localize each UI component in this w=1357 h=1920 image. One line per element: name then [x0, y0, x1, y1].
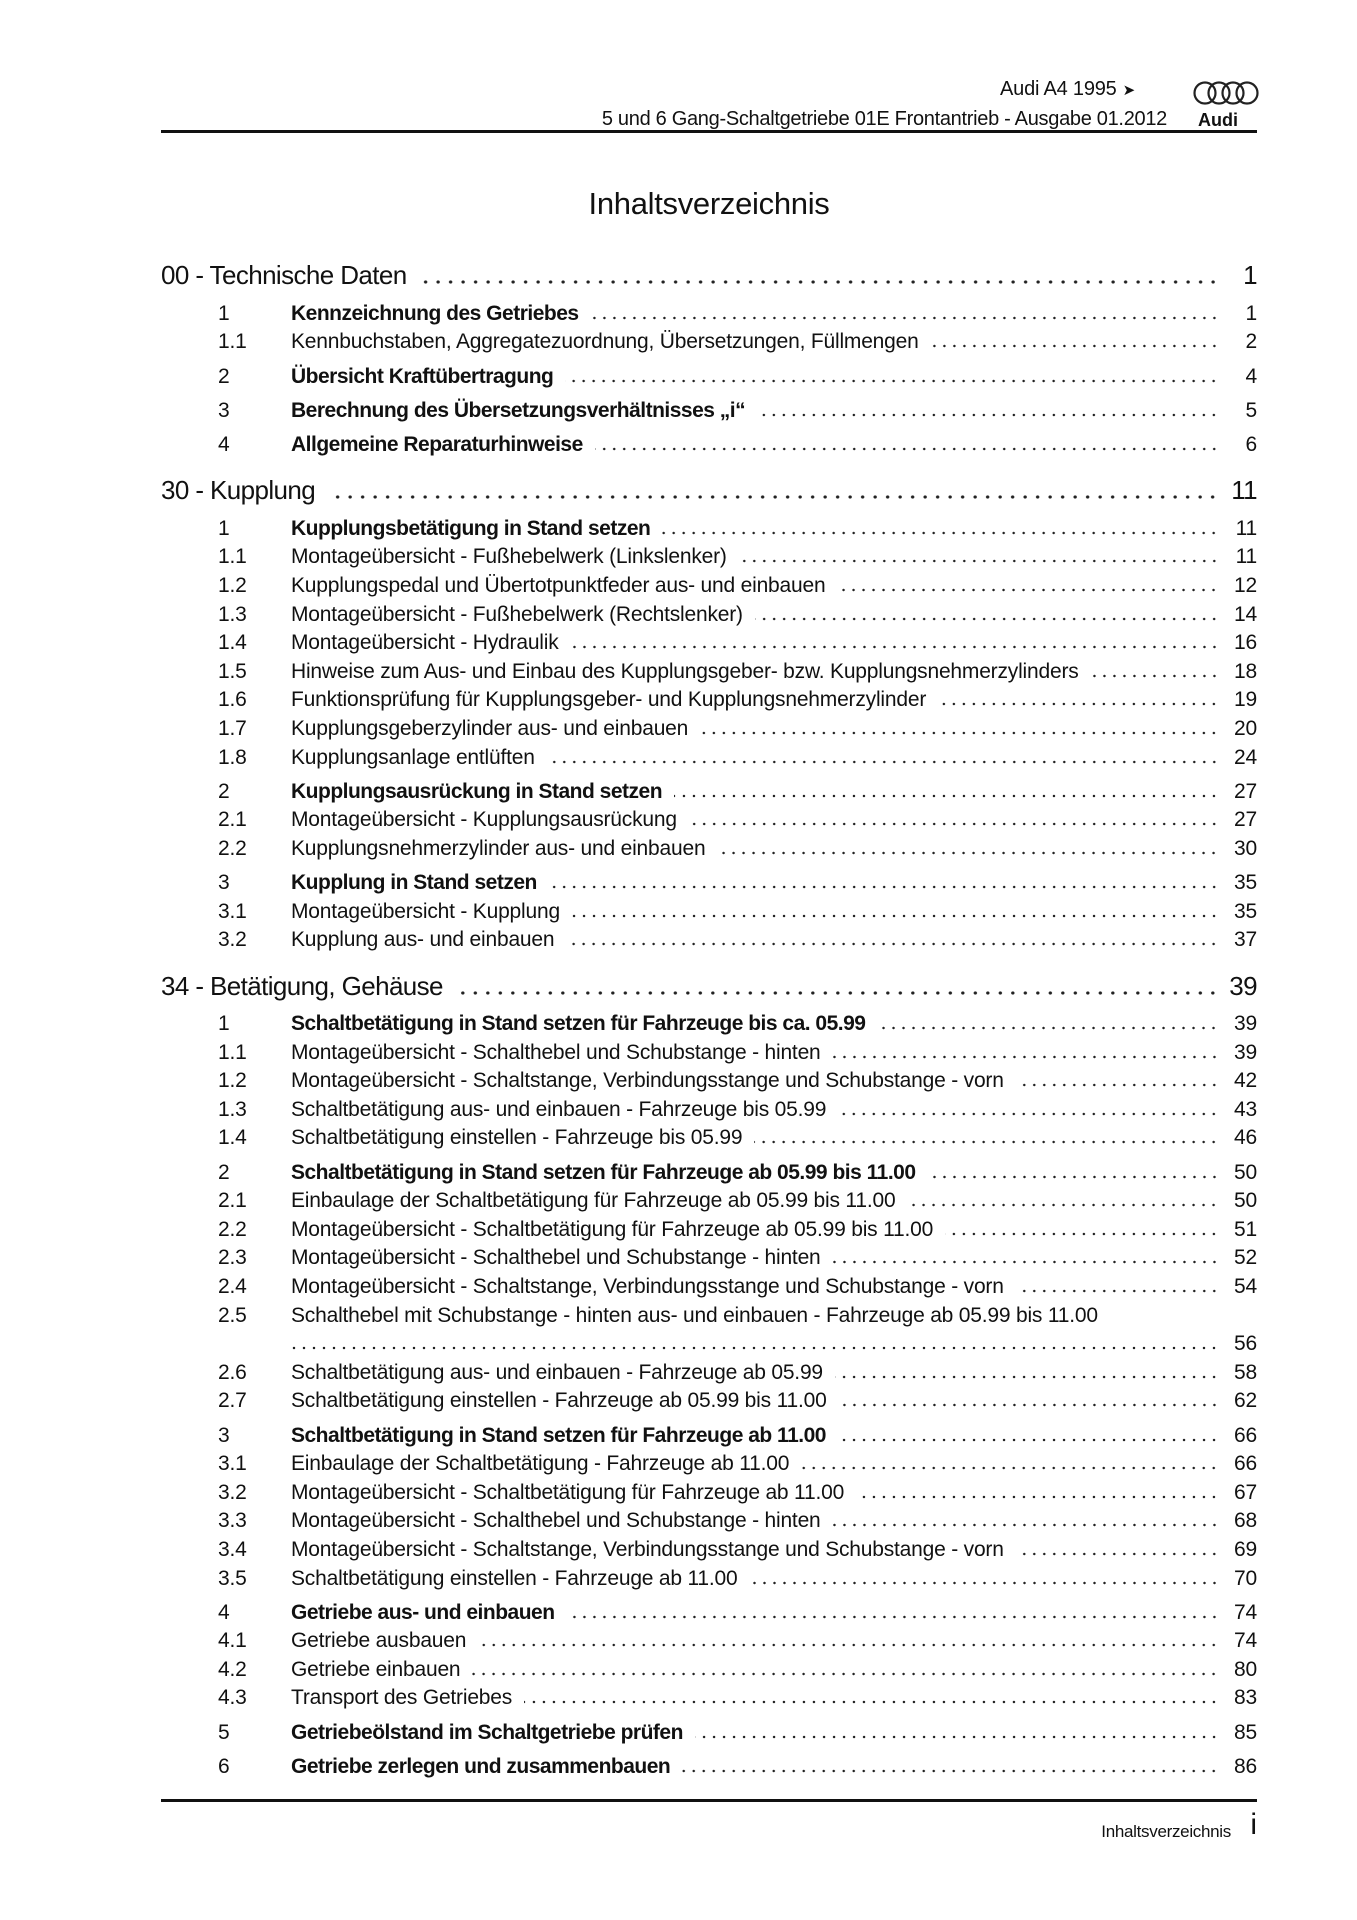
toc-entry-number: 4	[218, 1600, 230, 1624]
dot-leader	[566, 941, 1219, 947]
footer-page-number: i	[1250, 1808, 1257, 1841]
toc-entry-label: Kupplung in Stand setzen	[291, 871, 537, 895]
toc-entry-label: Hinweise zum Aus- und Einbau des Kupplungsgeber- bzw. Kupplungsnehmerzylinders	[291, 659, 1079, 683]
toc-entry-number: 4	[218, 432, 230, 456]
toc-entry[interactable]	[161, 1411, 1257, 1445]
toc-page-number: 69	[1234, 1537, 1257, 1561]
toc-entry[interactable]	[161, 1680, 1257, 1709]
toc-entry[interactable]	[161, 682, 1257, 711]
toc-page-number: 52	[1234, 1246, 1257, 1270]
dot-leader	[754, 1139, 1219, 1145]
toc-entry-label: Getriebe aus- und einbauen	[291, 1600, 555, 1624]
toc-entry-number: 1.1	[218, 545, 247, 569]
toc-entry[interactable]	[161, 1120, 1257, 1149]
toc-entry[interactable]	[161, 1743, 1257, 1777]
toc-page-number: 86	[1234, 1754, 1257, 1778]
toc-entry-continuation[interactable]	[161, 1326, 1257, 1355]
toc-entry-label: Schaltbetätigung einstellen - Fahrzeuge bis 05.99	[291, 1126, 743, 1150]
dot-leader	[931, 343, 1219, 349]
toc-entry-label: Getriebeölstand im Schaltgetriebe prüfen	[291, 1720, 683, 1744]
toc-entry-label: Kupplungspedal und Übertotpunktfeder aus- und einbauen	[291, 573, 826, 597]
toc-entry-number: 2.3	[218, 1246, 247, 1270]
toc-page-number: 2	[1245, 330, 1257, 354]
toc-entry-label: Getriebe ausbauen	[291, 1629, 467, 1653]
toc-page-number: 6	[1245, 432, 1257, 456]
toc-entry[interactable]	[161, 1034, 1257, 1063]
toc-section-title: 30 - Kupplung	[161, 475, 316, 506]
toc-entry-label: Getriebe zerlegen und zusammenbauen	[291, 1754, 671, 1778]
page-title: Inhaltsverzeichnis	[588, 186, 830, 221]
toc-entry-number: 2	[218, 779, 230, 803]
toc-entry-number: 3	[218, 1423, 230, 1447]
toc-entry[interactable]	[161, 1560, 1257, 1589]
toc-section-row[interactable]	[161, 950, 1257, 1001]
toc-page-number: 19	[1234, 688, 1257, 712]
toc-entry-number: 2.1	[218, 808, 247, 832]
dot-leader	[757, 412, 1219, 418]
dot-leader	[472, 1671, 1219, 1677]
toc-page-number: 46	[1234, 1126, 1257, 1150]
dot-leader	[837, 587, 1219, 593]
toc-entry-label: Schaltbetätigung einstellen - Fahrzeuge ab 11.00	[291, 1566, 738, 1590]
toc-page-number: 68	[1234, 1509, 1257, 1533]
toc-entry-label: Montageübersicht - Schaltstange, Verbindungsstange und Schubstange - vorn	[291, 1069, 1004, 1093]
toc-page-number: 14	[1234, 602, 1257, 626]
toc-entry-label: Montageübersicht - Schalthebel und Schubstange - hinten	[291, 1040, 821, 1064]
toc-entry-label: Kupplungsanlage entlüften	[291, 745, 535, 769]
toc-page-number: 74	[1234, 1600, 1257, 1624]
toc-entry[interactable]	[161, 1623, 1257, 1652]
toc-page-number: 39	[1229, 970, 1257, 1001]
header-divider	[161, 130, 1257, 133]
toc-entry-label: Transport des Getriebes	[291, 1686, 513, 1710]
toc-entry-number: 4.1	[218, 1629, 247, 1653]
toc-entry[interactable]	[161, 539, 1257, 568]
toc-entry[interactable]	[161, 922, 1257, 951]
toc-entry-label: Schaltbetätigung aus- und einbauen - Fahrzeuge bis 05.99	[291, 1097, 827, 1121]
toc-entry-label: Montageübersicht - Kupplungsausrückung	[291, 808, 677, 832]
dot-leader	[801, 1465, 1219, 1471]
toc-entry-number: 2	[218, 364, 230, 388]
toc-page-number: 16	[1234, 631, 1257, 655]
toc-page-number: 54	[1234, 1274, 1257, 1298]
toc-entry-number: 4.3	[218, 1686, 247, 1710]
toc-page-number: 20	[1234, 716, 1257, 740]
toc-entry[interactable]	[161, 1531, 1257, 1560]
toc-page-number: 24	[1234, 745, 1257, 769]
toc-entry-number: 2.4	[218, 1274, 247, 1298]
toc-section-title: 00 - Technische Daten	[161, 260, 407, 291]
toc-entry[interactable]	[161, 710, 1257, 739]
toc-page-number: 50	[1234, 1189, 1257, 1213]
header-model-text: Audi A4 1995	[1000, 78, 1117, 100]
toc-page-number: 18	[1234, 659, 1257, 683]
dot-leader	[945, 1231, 1219, 1237]
toc-page-number: 83	[1234, 1686, 1257, 1710]
toc-entry-number: 1.2	[218, 1069, 247, 1093]
toc-page-number: 35	[1234, 871, 1257, 895]
toc-entry[interactable]	[161, 802, 1257, 831]
toc-entry-number: 2	[218, 1160, 230, 1184]
header-model	[1000, 78, 1135, 101]
toc-entry[interactable]	[161, 1503, 1257, 1532]
dot-leader	[938, 701, 1219, 707]
toc-section-row[interactable]	[161, 455, 1257, 506]
toc-entry-label: Kennbuchstaben, Aggregatezuordnung, Übersetzungen, Füllmengen	[291, 330, 919, 354]
dot-leader	[838, 1437, 1219, 1443]
toc-page-number: 11	[1231, 475, 1257, 506]
toc-entry[interactable]	[161, 739, 1257, 768]
toc-entry-label: Montageübersicht - Schaltstange, Verbindungsstange und Schubstange - vorn	[291, 1537, 1004, 1561]
toc-page-number: 39	[1234, 1012, 1257, 1036]
header-subtitle: 5 und 6 Gang-Schaltgetriebe 01E Frontantrieb - Ausgabe 01.2012	[601, 108, 1167, 130]
toc-entry[interactable]	[161, 288, 1257, 324]
dot-leader	[478, 1642, 1219, 1648]
toc-entry[interactable]	[161, 1240, 1257, 1269]
toc-entry-number: 1.4	[218, 1126, 247, 1150]
toc-entry[interactable]	[161, 1651, 1257, 1680]
dot-leader	[755, 616, 1219, 622]
toc-page-number: 62	[1234, 1389, 1257, 1413]
toc-entry-number: 3.3	[218, 1509, 247, 1533]
toc-entry[interactable]	[161, 1474, 1257, 1503]
toc-entry[interactable]	[161, 1063, 1257, 1092]
dot-leader	[567, 1614, 1219, 1620]
toc-entry[interactable]	[161, 768, 1257, 802]
toc-entry-number: 3.4	[218, 1537, 247, 1561]
toc-entry-number: 1.8	[218, 745, 247, 769]
toc-entry[interactable]	[161, 1589, 1257, 1623]
toc-entry-number: 1.6	[218, 688, 247, 712]
toc-page-number: 66	[1234, 1452, 1257, 1476]
dot-leader	[455, 990, 1219, 996]
toc-page-number: 70	[1234, 1566, 1257, 1590]
toc-entry-label: Kupplung aus- und einbauen	[291, 928, 555, 952]
dot-leader	[1016, 1551, 1219, 1557]
toc-entry-label: Montageübersicht - Fußhebelwerk (Rechtslenker)	[291, 602, 743, 626]
toc-entry-number: 1.5	[218, 659, 247, 683]
toc-entry-label: Kupplungsnehmerzylinder aus- und einbauen	[291, 836, 706, 860]
dot-leader	[700, 730, 1219, 736]
dot-leader	[524, 1699, 1219, 1705]
toc-entry[interactable]	[161, 1297, 1257, 1326]
footer-divider	[161, 1799, 1257, 1802]
toc-entry-label: Montageübersicht - Schalthebel und Schubstange - hinten	[291, 1509, 821, 1533]
toc-entry-label: Einbaulage der Schaltbetätigung - Fahrzeuge ab 11.00	[291, 1452, 790, 1476]
toc-entry-number: 1.7	[218, 716, 247, 740]
dot-leader	[833, 1522, 1219, 1528]
dot-leader	[591, 315, 1219, 321]
toc-entry-number: 2.7	[218, 1389, 247, 1413]
toc-entry-number: 1.1	[218, 1040, 247, 1064]
toc-entry-number: 1.1	[218, 330, 247, 354]
toc-entry[interactable]	[161, 1211, 1257, 1240]
toc-entry-number: 1	[218, 301, 230, 325]
toc-entry-label: Montageübersicht - Hydraulik	[291, 631, 559, 655]
toc-page-number: 74	[1234, 1629, 1257, 1653]
toc-entry[interactable]	[161, 1183, 1257, 1212]
toc-entry-number: 3	[218, 398, 230, 422]
toc-page-number: 42	[1234, 1069, 1257, 1093]
toc-entry-number: 6	[218, 1754, 230, 1778]
toc-entry-label: Schaltbetätigung in Stand setzen für Fahrzeuge ab 11.00	[291, 1423, 826, 1447]
dot-leader	[565, 378, 1219, 384]
toc-entry-label: Montageübersicht - Schaltbetätigung für Fahrzeuge ab 05.99 bis 11.00	[291, 1217, 934, 1241]
toc-entry-label: Kupplungsbetätigung in Stand setzen	[291, 516, 651, 540]
toc-entry-label: Schalthebel mit Schubstange - hinten aus- und einbauen - Fahrzeuge ab 05.99 bis 11.00	[291, 1303, 1098, 1327]
toc-entry[interactable]	[161, 387, 1257, 421]
toc-entry[interactable]	[161, 1708, 1257, 1742]
dot-leader	[549, 884, 1219, 890]
toc-entry-number: 3.2	[218, 1480, 247, 1504]
toc-entry-number: 4.2	[218, 1657, 247, 1681]
toc-entry-number: 2.1	[218, 1189, 247, 1213]
dot-leader	[838, 1111, 1219, 1117]
dot-leader	[1091, 673, 1219, 679]
toc-page-number: 35	[1234, 899, 1257, 923]
footer-label: Inhaltsverzeichnis	[1101, 1822, 1231, 1841]
dot-leader	[662, 530, 1219, 536]
dot-leader	[571, 644, 1219, 650]
toc-entry-label: Schaltbetätigung aus- und einbauen - Fahrzeuge ab 05.99	[291, 1360, 823, 1384]
toc-page-number: 58	[1234, 1360, 1257, 1384]
audi-wordmark: Audi	[1198, 110, 1238, 130]
arrow-right-icon: ➤	[1122, 82, 1135, 99]
toc-entry-number: 1.3	[218, 1097, 247, 1121]
dot-leader	[1016, 1288, 1219, 1294]
toc-page-number: 11	[1235, 516, 1257, 540]
toc-entry[interactable]	[161, 1148, 1257, 1182]
toc-page-number: 27	[1234, 779, 1257, 803]
toc-page-number: 39	[1234, 1040, 1257, 1064]
toc-entry-label: Getriebe einbauen	[291, 1657, 461, 1681]
toc-entry[interactable]	[161, 999, 1257, 1035]
toc-entry-number: 3.1	[218, 899, 247, 923]
dot-leader	[835, 1374, 1219, 1380]
toc-page-number: 67	[1234, 1480, 1257, 1504]
dot-leader	[750, 1580, 1220, 1586]
toc-page-number: 51	[1234, 1217, 1257, 1241]
dot-leader	[833, 1259, 1219, 1265]
toc-entry-label: Schaltbetätigung in Stand setzen für Fahrzeuge ab 05.99 bis 11.00	[291, 1160, 916, 1184]
toc-page-number: 30	[1234, 836, 1257, 860]
toc-page-number: 5	[1245, 398, 1257, 422]
toc-entry-number: 1.4	[218, 631, 247, 655]
toc-entry[interactable]	[161, 859, 1257, 893]
toc-entry-label: Kupplungsausrückung in Stand setzen	[291, 779, 663, 803]
toc-entry-label: Übersicht Kraftübertragung	[291, 364, 554, 388]
toc-entry-number: 1.3	[218, 602, 247, 626]
toc-entry[interactable]	[161, 653, 1257, 682]
dot-leader	[674, 793, 1219, 799]
toc-entry-label: Berechnung des Übersetzungsverhältnisses „i“	[291, 398, 746, 422]
toc-entry-label: Funktionsprüfung für Kupplungsgeber- und Kupplungsnehmerzylinder	[291, 688, 927, 712]
toc-page-number: 50	[1234, 1160, 1257, 1184]
dot-leader	[833, 1054, 1219, 1060]
toc-entry-label: Montageübersicht - Schalthebel und Schubstange - hinten	[291, 1246, 821, 1270]
toc-entry-number: 2.6	[218, 1360, 247, 1384]
toc-entry-number: 3.5	[218, 1566, 247, 1590]
toc-entry-label: Montageübersicht - Schaltbetätigung für Fahrzeuge ab 11.00	[291, 1480, 845, 1504]
toc-entry[interactable]	[161, 1091, 1257, 1120]
dot-leader	[839, 1402, 1219, 1408]
dot-leader	[419, 279, 1219, 285]
dot-leader	[327, 494, 1219, 500]
toc-entry[interactable]	[161, 352, 1257, 386]
toc-section-title: 34 - Betätigung, Gehäuse	[161, 970, 443, 1001]
toc-entry[interactable]	[161, 1446, 1257, 1475]
toc-entry[interactable]	[161, 567, 1257, 596]
dot-leader	[928, 1174, 1219, 1180]
toc-entry-label: Schaltbetätigung einstellen - Fahrzeuge ab 05.99 bis 11.00	[291, 1389, 827, 1413]
dot-leader	[1016, 1082, 1219, 1088]
toc-entry-number: 2.5	[218, 1303, 247, 1327]
toc-entry[interactable]	[161, 1268, 1257, 1297]
toc-entry[interactable]	[161, 893, 1257, 922]
toc-page-number: 11	[1235, 545, 1257, 569]
dot-leader	[695, 1734, 1219, 1740]
toc-entry[interactable]	[161, 1354, 1257, 1383]
toc-entry-label: Montageübersicht - Schaltstange, Verbindungsstange und Schubstange - vorn	[291, 1274, 1004, 1298]
dot-leader	[547, 759, 1219, 765]
dot-leader	[717, 850, 1219, 856]
dot-leader	[877, 1025, 1219, 1031]
dot-leader	[291, 1345, 1219, 1351]
dot-leader	[682, 1768, 1219, 1774]
toc-page-number: 4	[1245, 364, 1257, 388]
audi-rings-logo-icon	[1193, 78, 1259, 108]
toc-entry-number: 3.2	[218, 928, 247, 952]
toc-page-number: 66	[1234, 1423, 1257, 1447]
toc-entry-label: Einbaulage der Schaltbetätigung für Fahrzeuge ab 05.99 bis 11.00	[291, 1189, 896, 1213]
toc-entry[interactable]	[161, 503, 1257, 539]
toc-entry-label: Montageübersicht - Kupplung	[291, 899, 560, 923]
dot-leader	[689, 821, 1219, 827]
toc-section-row[interactable]	[161, 240, 1257, 291]
toc-entry-number: 5	[218, 1720, 230, 1744]
dot-leader	[907, 1202, 1219, 1208]
toc-entry-number: 3.1	[218, 1452, 247, 1476]
toc-entry-label: Montageübersicht - Fußhebelwerk (Linkslenker)	[291, 545, 727, 569]
toc-page-number: 85	[1234, 1720, 1257, 1744]
toc-entry-number: 1	[218, 516, 230, 540]
toc-entry-label: Kupplungsgeberzylinder aus- und einbauen	[291, 716, 689, 740]
toc-entry[interactable]	[161, 830, 1257, 859]
toc-page-number: 43	[1234, 1097, 1257, 1121]
toc-entry[interactable]	[161, 625, 1257, 654]
toc-page-number: 80	[1234, 1657, 1257, 1681]
toc-entry-label: Allgemeine Reparaturhinweise	[291, 432, 583, 456]
toc-entry-label: Kennzeichnung des Getriebes	[291, 301, 579, 325]
table-of-contents	[161, 240, 1257, 1777]
toc-page-number: 27	[1234, 808, 1257, 832]
dot-leader	[739, 558, 1219, 564]
toc-page-number: 56	[1234, 1332, 1257, 1356]
toc-entry[interactable]	[161, 421, 1257, 455]
toc-entry[interactable]	[161, 596, 1257, 625]
dot-leader	[572, 913, 1219, 919]
toc-page-number: 1	[1243, 260, 1257, 291]
toc-page-number: 1	[1245, 301, 1257, 325]
toc-entry[interactable]	[161, 1383, 1257, 1412]
toc-page-number: 12	[1234, 573, 1257, 597]
toc-entry-number: 2.2	[218, 1217, 247, 1241]
dot-leader	[595, 446, 1219, 452]
toc-entry-number: 3	[218, 871, 230, 895]
toc-entry-number: 1.2	[218, 573, 247, 597]
toc-entry[interactable]	[161, 324, 1257, 353]
toc-entry-number: 1	[218, 1012, 230, 1036]
toc-entry-label: Schaltbetätigung in Stand setzen für Fahrzeuge bis ca. 05.99	[291, 1012, 866, 1036]
toc-page-number: 37	[1234, 928, 1257, 952]
toc-entry-number: 2.2	[218, 836, 247, 860]
dot-leader	[856, 1494, 1219, 1500]
